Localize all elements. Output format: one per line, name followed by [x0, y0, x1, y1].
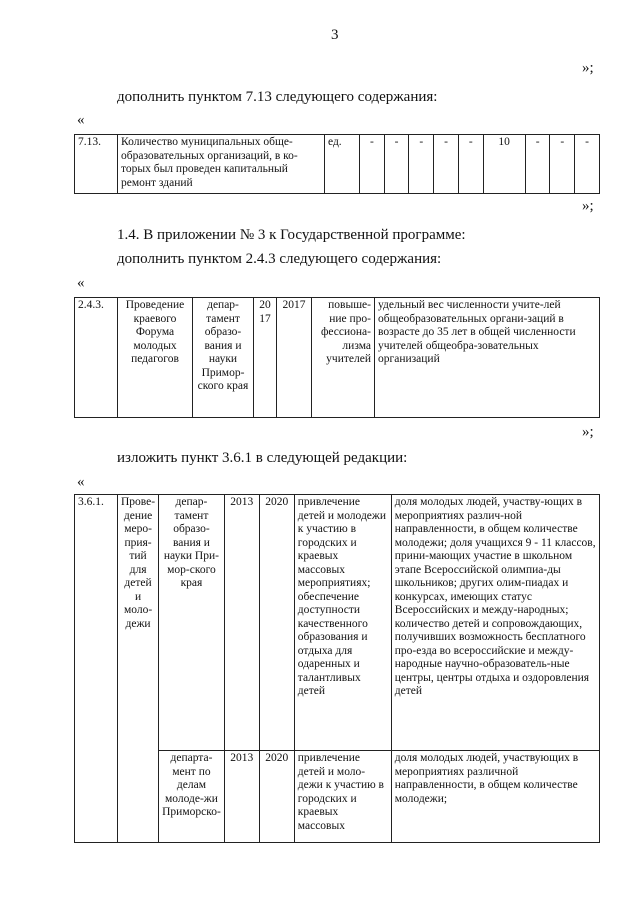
start-year: 2013 — [224, 495, 259, 751]
value-cell: - — [525, 135, 550, 194]
value-cell: - — [575, 135, 600, 194]
table-3-6-1 — [74, 494, 600, 843]
closing-quote: »; — [582, 424, 594, 440]
start-year: 20 17 — [254, 298, 277, 418]
value-cell: - — [434, 135, 459, 194]
opening-quote: « — [77, 112, 85, 128]
event-name: Прове-дение меро-прия-тий для детей и моло-дежи — [118, 495, 159, 843]
row-number: 3.6.1. — [75, 495, 118, 843]
result-cell: привлечение детей и моло-дежи к участию в городских и краевых массовых — [294, 751, 391, 843]
end-year: 2020 — [259, 495, 294, 751]
indicator-cell: доля молодых людей, участвующих в мероприятиях различной направленности, в общем количестве молодежи; — [391, 751, 599, 843]
value-cell: 10 — [483, 135, 525, 194]
end-year: 2017 — [277, 298, 312, 418]
indicator-cell: доля молодых людей, участву-ющих в мероприятиях различ-ной направленности, в общем количестве молодежи; доля учащихся 9 - 11 классов, прини-мающих участие в школьном этапе Всероссийской олимпиа-ды школьников; других олим-пиадах и конкурсах, имеющих статус Всероссийских и между-народных; количество детей и сопровождающих, получивших возможность бесплатного про-езда во всероссийские и между-народные научно-образователь-ные центры, центры отдыха и оздоровления детей — [391, 495, 599, 751]
row-number: 2.4.3. — [75, 298, 118, 418]
page-number: 3 — [331, 27, 339, 43]
unit-cell: ед. — [325, 135, 360, 194]
executor-cell: депар-тамент образо-вания и науки При-мор-ского края — [159, 495, 225, 751]
paragraph: изложить пункт 3.6.1 в следующей редакции: — [117, 450, 408, 466]
executor-cell: департа-мент по делам молоде-жи Приморско- — [159, 751, 225, 843]
paragraph: дополнить пунктом 2.4.3 следующего содержания: — [117, 251, 442, 267]
indicator-cell: удельный вес численности учите-лей общеобразовательных органи-заций в возрасте до 35 лет в общей численности учителей общеобра-зовательных организаций — [375, 298, 600, 418]
value-cell: - — [360, 135, 385, 194]
result-cell: повыше-ние про-фессиона-лизма учителей — [312, 298, 375, 418]
table-7-13 — [74, 134, 600, 194]
opening-quote: « — [77, 275, 85, 291]
table-2-4-3 — [74, 297, 600, 418]
value-cell: - — [409, 135, 434, 194]
closing-quote: »; — [582, 198, 594, 214]
closing-quote: »; — [582, 60, 594, 76]
value-cell: - — [458, 135, 483, 194]
indicator-name: Количество муниципальных обще-образовательных организаций, в ко-торых был проведен капитальный ремонт зданий — [118, 135, 325, 194]
row-number: 7.13. — [75, 135, 118, 194]
paragraph: 1.4. В приложении № 3 к Государственной программе: — [117, 227, 466, 243]
value-cell: - — [550, 135, 575, 194]
opening-quote: « — [77, 474, 85, 490]
paragraph: дополнить пунктом 7.13 следующего содержания: — [117, 89, 438, 105]
end-year: 2020 — [259, 751, 294, 843]
start-year: 2013 — [224, 751, 259, 843]
result-cell: привлечение детей и молодежи к участию в городских и краевых массовых мероприятиях; обеспечение доступности качественного образования и отдыха для одаренных и талантливых детей — [294, 495, 391, 751]
value-cell: - — [384, 135, 409, 194]
executor-cell: депар-тамент образо-вания и науки Примор-ского края — [193, 298, 254, 418]
event-name: Проведение краевого Форума молодых педагогов — [118, 298, 193, 418]
